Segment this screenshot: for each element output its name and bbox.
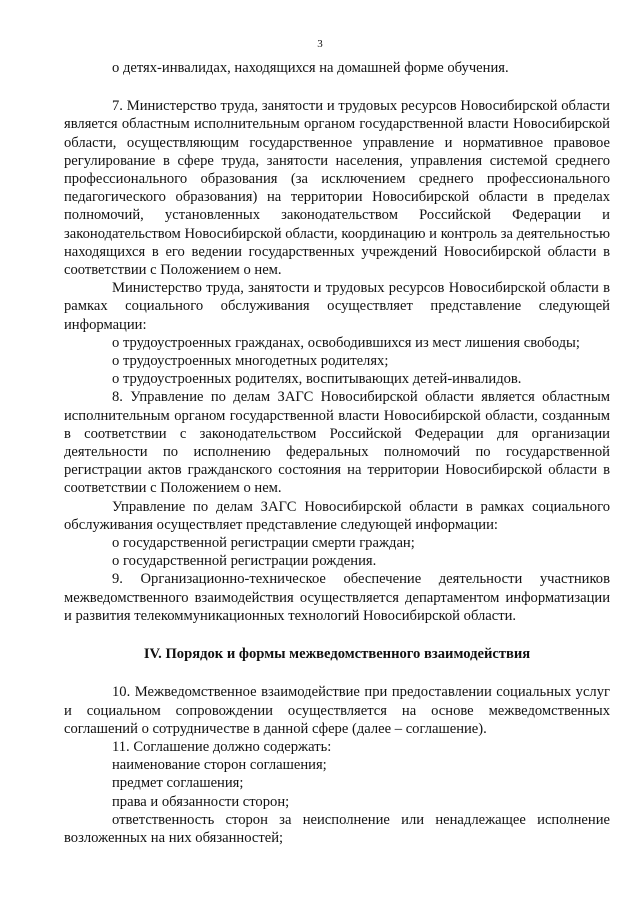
list-item: наименование сторон соглашения;: [112, 757, 327, 774]
list-item: о трудоустроенных многодетных родителях;: [112, 353, 389, 370]
document-body: [64, 59, 610, 847]
section-heading: IV. Порядок и формы межведомственного взаимодействия: [143, 646, 531, 663]
list-item: о государственной регистрации смерти граждан;: [112, 535, 415, 552]
paragraph-9: 9. Организационно-техническое обеспечение деятельности участников межведомственного взаимодействия осуществляется департаментом информатизации и развития телекоммуникационных технологий Новосибирской области.: [64, 571, 610, 624]
paragraph-7-info: Министерство труда, занятости и трудовых ресурсов Новосибирской области в рамках социального обслуживания осуществляет представление следующей информации:: [64, 280, 610, 333]
paragraph-11-last: ответственность сторон за неисполнение или ненадлежащее исполнение возложенных на них обязанностей;: [64, 811, 610, 846]
paragraph-10: 10. Межведомственное взаимодействие при предоставлении социальных услуг и социальном сопровождении осуществляется на основе межведомственных соглашений о сотрудничестве в данной сфере (далее – соглашение).: [64, 684, 610, 737]
page-number: 3: [317, 38, 323, 50]
paragraph-8-info: Управление по делам ЗАГС Новосибирской области в рамках социального обслуживания осуществляет представление следующей информации:: [64, 498, 610, 533]
list-item: предмет соглашения;: [112, 775, 244, 792]
paragraph-11: 11. Соглашение должно содержать:: [112, 738, 332, 755]
list-item: права и обязанности сторон;: [112, 793, 290, 810]
paragraph-continuation: о детях-инвалидах, находящихся на домашней форме обучения.: [112, 60, 509, 76]
list-item: о трудоустроенных гражданах, освободившихся из мест лишения свободы;: [112, 334, 580, 351]
paragraph-7: 7. Министерство труда, занятости и трудовых ресурсов Новосибирской области является областным исполнительным органом государственной власти Новосибирской области, осуществляющим государственное управление и нормативное правовое регулирование в сфере труда, занятости населения, управления системой среднего профессионального образования (за исключением среднего профессионального педагогического образования) на территории Новосибирской области в пределах полномочий, установленных законодательством Российской Федерации и законодательством Новосибирской области, координацию и контроль за деятельностью находящихся в его ведении государственных учреждений Новосибирской области в соответствии с Положением о нем.: [64, 98, 610, 279]
list-item: о государственной регистрации рождения.: [112, 553, 377, 570]
paragraph-8: 8. Управление по делам ЗАГС Новосибирской области является областным исполнительным органом государственной власти Новосибирской области, созданным в соответствии с законодательством Российской Федерации для организации деятельности по исполнению федеральных полномочий по государственной регистрации актов гражданского состояния на территории Новосибирской области в соответствии с Положением о нем.: [64, 389, 610, 497]
list-item: о трудоустроенных родителях, воспитывающих детей-инвалидов.: [112, 371, 522, 388]
